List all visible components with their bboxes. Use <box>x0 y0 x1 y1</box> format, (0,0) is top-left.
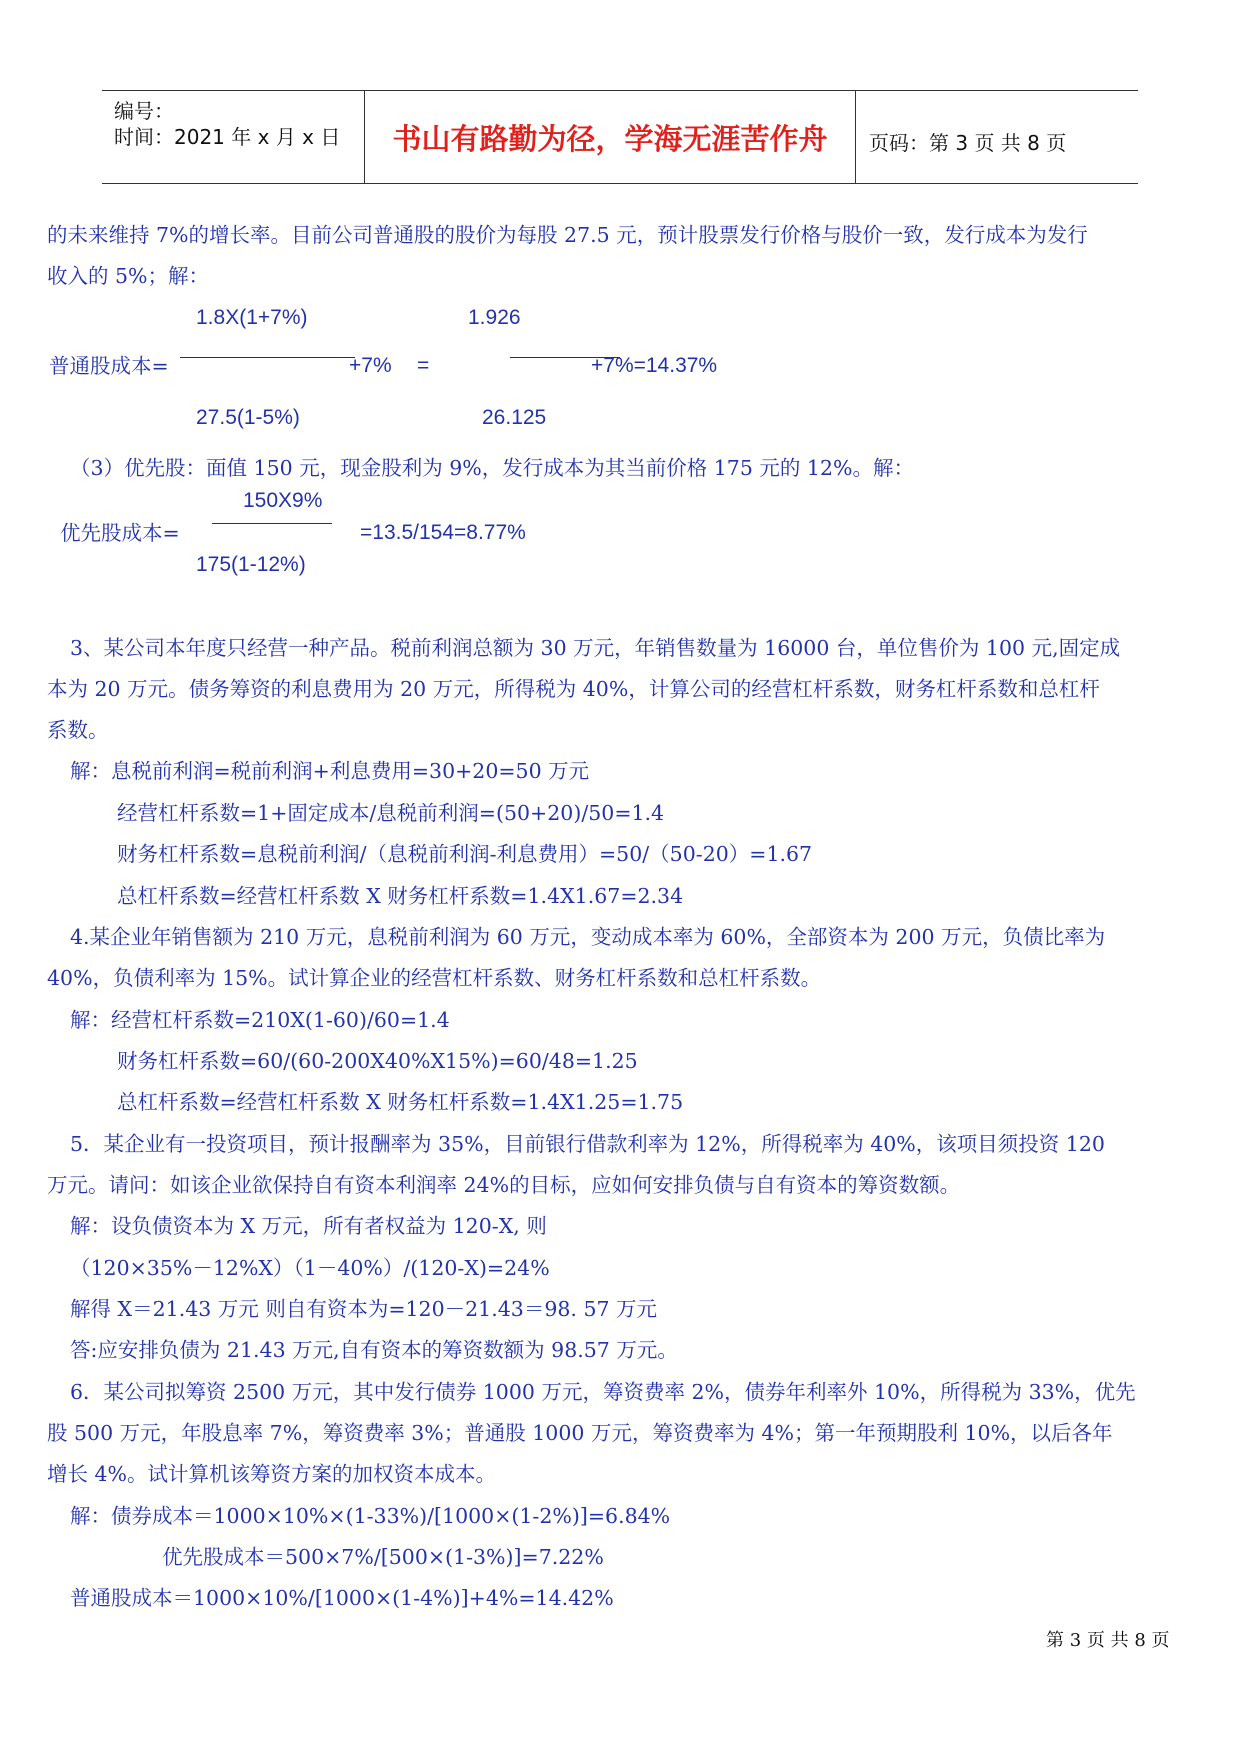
formula-result: +7%=14.37% <box>591 354 718 377</box>
formula-numerator: 150X9% <box>243 489 323 512</box>
solution-line: 解得 X＝21.43 万元 则自有资本为=120－21.43＝98. 57 万元 <box>70 1297 658 1321</box>
solution-line: （120×35%－12%X）（1－40%）/(120-X)=24% <box>70 1256 550 1280</box>
solution-line: 财务杠杆系数=60/(60-200X40%X15%)=60/48=1.25 <box>117 1049 638 1073</box>
header-page-label: 页码：第 3 页 共 8 页 <box>869 131 1067 155</box>
formula-denominator: 27.5(1-5%) <box>196 406 300 429</box>
fraction-bar <box>180 357 355 358</box>
text-line: 40%，负债利率为 15%。试计算企业的经营杠杆系数、财务杠杆系数和总杠杆系数。 <box>47 966 822 990</box>
solution-line: 总杠杆系数=经营杠杆系数 X 财务杠杆系数=1.4X1.67=2.34 <box>117 884 684 908</box>
page-footer: 第 3 页 共 8 页 <box>1046 1630 1170 1651</box>
formula-numerator: 1.8X(1+7%) <box>196 306 308 329</box>
motto-text: 书山有路勤为径，学海无涯苦作舟 <box>392 122 828 156</box>
formula-numerator: 1.926 <box>468 306 521 329</box>
formula-equals: = <box>417 354 430 377</box>
header-info-cell <box>102 91 364 183</box>
text-line: 系数。 <box>47 718 109 742</box>
text-line: 5．某企业有一投资项目，预计报酬率为 35%，目前银行借款利率为 12%，所得税率为 40%，该项目须投资 120 <box>70 1132 1105 1156</box>
text-line: 收入的 5%；解： <box>47 264 210 288</box>
text-line: （3）优先股：面值 150 元，现金股利为 9%，发行成本为其当前价格 175 元的 12%。解： <box>70 456 914 480</box>
formula-label: 普通股成本= <box>49 354 169 378</box>
text-line: 增长 4%。试计算机该筹资方案的加权资本成本。 <box>47 1462 497 1486</box>
text-line: 股 500 万元，年股息率 7%，筹资费率 3%；普通股 1000 万元，筹资费率为 4%；第一年预期股利 10%，以后各年 <box>47 1421 1113 1445</box>
document-header <box>102 90 1138 184</box>
text-line: 6．某公司拟筹资 2500 万元，其中发行债券 1000 万元，筹资费率 2%，债券年利率外 10%，所得税为 33%，优先 <box>70 1380 1136 1404</box>
formula-label: 优先股成本= <box>60 521 180 545</box>
solution-line: 解：息税前利润=税前利润+利息费用=30+20=50 万元 <box>70 759 590 783</box>
solution-line: 经营杠杆系数=1+固定成本/息税前利润=(50+20)/50=1.4 <box>117 801 665 825</box>
serial-number-label: 编号： <box>114 99 174 123</box>
solution-line: 解：经营杠杆系数=210X(1-60)/60=1.4 <box>70 1008 450 1032</box>
text-line: 4.某企业年销售额为 210 万元，息税前利润为 60 万元，变动成本率为 60%，全部资本为 200 万元，负债比率为 <box>70 925 1106 949</box>
formula-result: =13.5/154=8.77% <box>360 521 526 544</box>
header-motto-cell <box>364 91 856 183</box>
solution-line: 优先股成本＝500×7%/[500×(1-3%)]=7.22% <box>162 1545 604 1569</box>
fraction-bar <box>212 523 332 524</box>
solution-line: 解：设负债资本为 X 万元，所有者权益为 120-X, 则 <box>70 1214 547 1238</box>
text-line: 3、某公司本年度只经营一种产品。税前利润总额为 30 万元，年销售数量为 16000 台，单位售价为 100 元,固定成 <box>70 636 1121 660</box>
solution-line: 解：债券成本＝1000×10%×(1-33%)/[1000×(1-2%)]=6.84% <box>70 1504 671 1528</box>
formula-denominator: 175(1-12%) <box>196 553 306 576</box>
text-line: 本为 20 万元。债务筹资的利息费用为 20 万元，所得税为 40%，计算公司的经营杠杆系数，财务杠杆系数和总杠杆 <box>47 677 1100 701</box>
solution-line: 财务杠杆系数=息税前利润/（息税前利润-利息费用）=50/（50-20）=1.67 <box>117 842 813 866</box>
formula-denominator: 26.125 <box>482 406 547 429</box>
formula-term: +7% <box>349 354 392 377</box>
time-label: 时间：2021 年 x 月 x 日 <box>114 125 341 149</box>
text-line: 的未来维持 7%的增长率。目前公司普通股的股价为每股 27.5 元，预计股票发行价格与股价一致，发行成本为发行 <box>47 223 1088 247</box>
solution-line: 普通股成本＝1000×10%/[1000×(1-4%)]+4%=14.42% <box>70 1586 614 1610</box>
text-line: 万元。请问：如该企业欲保持自有资本利润率 24%的目标，应如何安排负债与自有资本的筹资数额。 <box>47 1173 961 1197</box>
header-page-cell <box>855 91 1138 183</box>
solution-line: 答:应安排负债为 21.43 万元,自有资本的筹资数额为 98.57 万元。 <box>70 1338 678 1362</box>
solution-line: 总杠杆系数=经营杠杆系数 X 财务杠杆系数=1.4X1.25=1.75 <box>117 1090 684 1114</box>
